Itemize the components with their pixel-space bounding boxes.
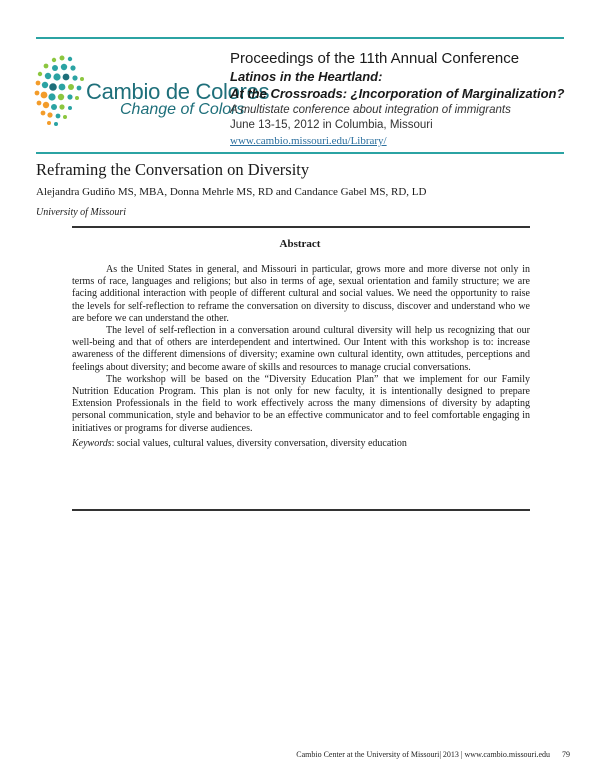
keywords xyxy=(72,438,530,450)
page-footer xyxy=(296,750,570,759)
logo-subtitle: Change of Colors xyxy=(120,101,245,118)
article-affiliation: University of Missouri xyxy=(36,207,126,218)
logo-dots-icon xyxy=(35,56,84,127)
header-bottom-rule xyxy=(36,152,564,154)
library-link[interactable]: www.cambio.missouri.edu/Library/ xyxy=(230,135,387,147)
header-top-rule xyxy=(36,37,564,39)
abstract-paragraph: As the United States in general, and Missouri in particular, grows more and more diverse not only in terms of race, languages and religions; but also in terms of age, sexual orientation and family structure; we are facing additional interaction with people of different cultural and social values. We need the opportunity to raise the levels for self-reflection to reframe the conversation on diversity to discuss, discover and understand who we are before we can understand the other. xyxy=(72,264,530,324)
logo-name: Cambio de Colores xyxy=(86,79,270,104)
footer-text: Cambio Center at the University of Missouri| 2013 | www.cambio.missouri.edu xyxy=(296,750,550,759)
conference-date-location: June 13-15, 2012 in Columbia, Missouri xyxy=(230,119,433,131)
abstract-body xyxy=(72,264,530,450)
conference-subtitle: At the Crossroads: ¿Incorporation of Marginalization? xyxy=(230,86,565,101)
keywords-label: Keywords xyxy=(72,437,112,449)
article-title: Reframing the Conversation on Diversity xyxy=(36,160,310,179)
keywords-list: : social values, cultural values, diversity conversation, diversity education xyxy=(111,437,407,449)
article-authors: Alejandra Gudiño MS, MBA, Donna Mehrle MS, RD and Candance Gabel MS, RD, LD xyxy=(36,186,427,198)
abstract-heading: Abstract xyxy=(279,238,321,250)
abstract-paragraph: The workshop will be based on the “Diversity Education Plan” that we implement for our Family Nutrition Education Program. This plan is not only for new faculty, it is intentionally designed to prepare Extension Professionals in the field to work effectively across the many dimensions of diversity by adapting personal communication, style and behavior to be an effective communicator and to feel comfortable engaging in initiatives or programs for diverse audiences. xyxy=(72,373,530,434)
abstract-top-rule xyxy=(72,226,530,228)
proceedings-title: Proceedings of the 11th Annual Conference xyxy=(230,50,520,67)
abstract-paragraph: The level of self-reflection in a conversation around cultural diversity will help us recognizing that our well-being and that of others are interdependent and intertwined. Our Intent with this workshop is to: increase awareness of the different dimensions of diversity; examine own cultural identity, own attitudes, perceptions and feelings about diversity; and become aware of skills and resources to manage crucial conversations. xyxy=(72,325,530,373)
page-number: 79 xyxy=(562,750,570,759)
abstract-bottom-rule xyxy=(72,509,530,511)
conference-name: Latinos in the Heartland: xyxy=(230,69,383,84)
conference-description: A multistate conference about integration of immigrants xyxy=(230,104,511,116)
